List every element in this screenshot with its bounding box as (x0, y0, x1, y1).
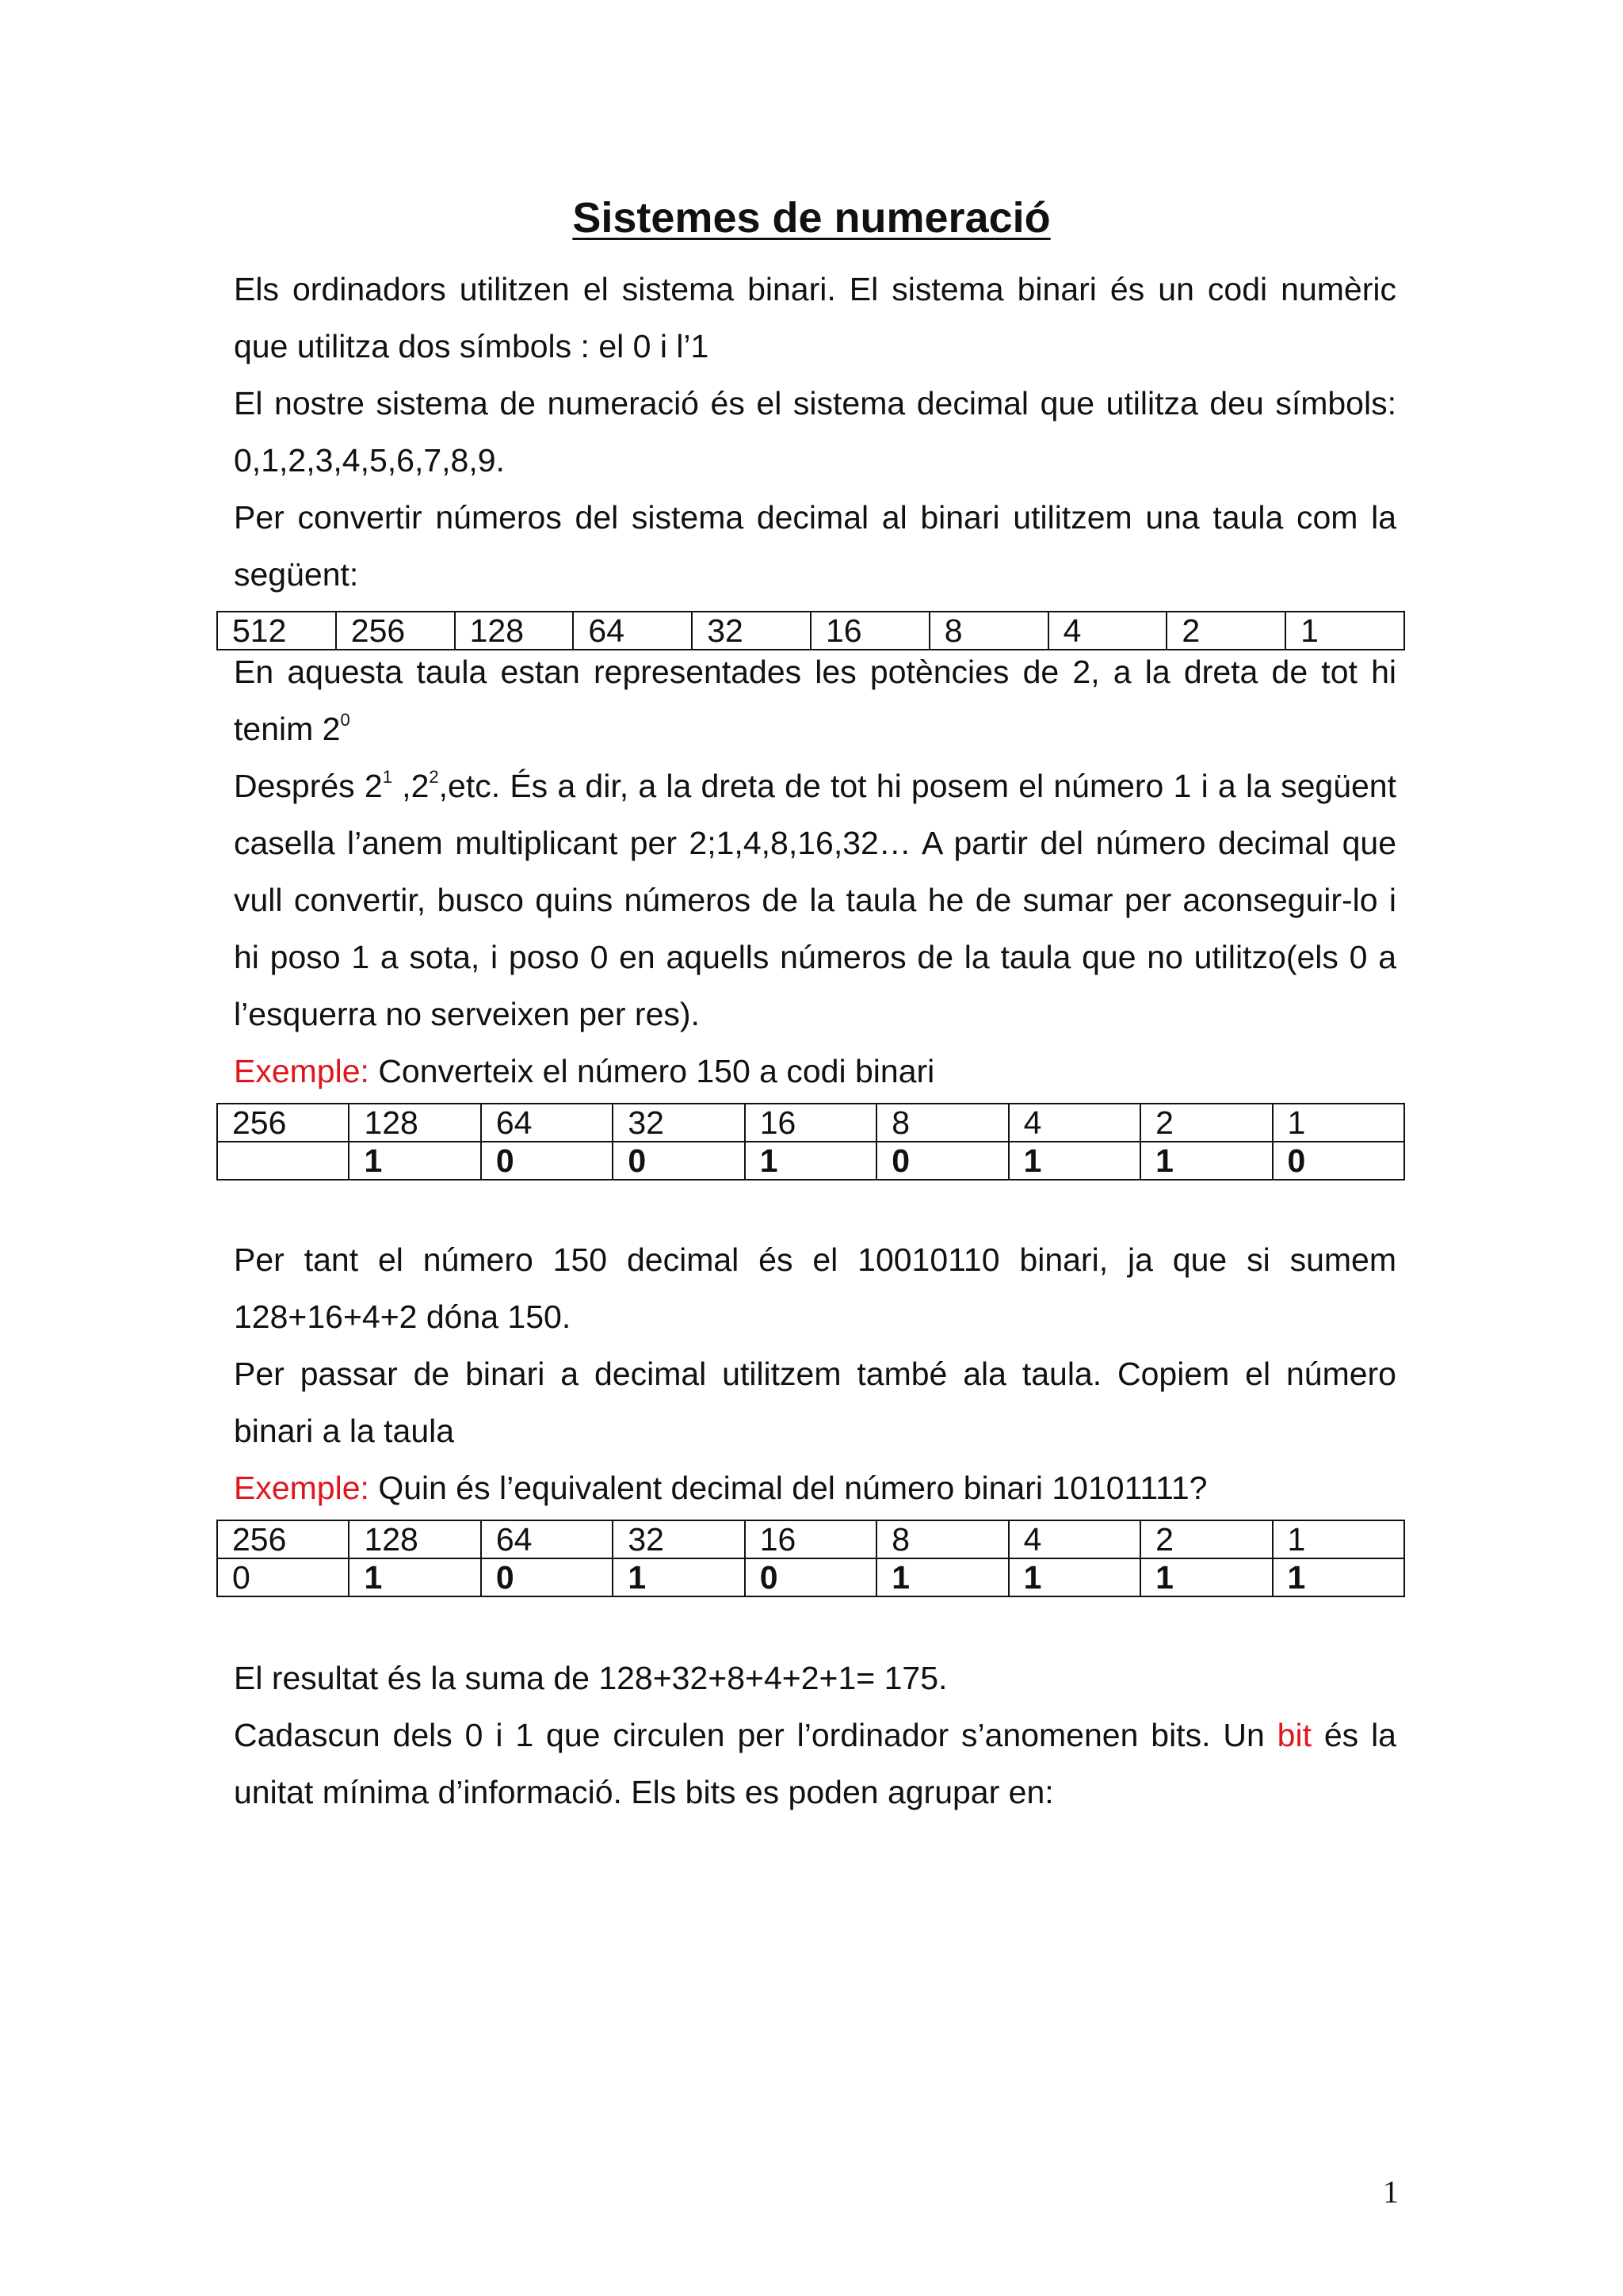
bit-cell: 1 (1140, 1558, 1272, 1596)
bit-cell: 1 (349, 1142, 480, 1180)
bits-text: Cadascun dels 0 i 1 que circulen per l’ordinador s’anomenen bits. Un (234, 1717, 1277, 1753)
power-cell: 64 (573, 612, 692, 650)
header-cell: 16 (745, 1520, 876, 1558)
intro-paragraph-convert: Per convertir números del sistema decimal al binari utilitzem una taula com la següent: (234, 499, 1396, 593)
header-cell: 128 (349, 1104, 480, 1142)
power-cell: 8 (930, 612, 1048, 650)
exponent: 0 (340, 710, 350, 730)
header-cell: 8 (876, 1520, 1008, 1558)
example2-header-row (217, 1520, 1404, 1558)
example2-table (216, 1520, 1405, 1597)
intro-paragraph-binary: Els ordinadors utilitzen el sistema binari. El sistema binari és un codi numèric que utilitza dos símbols : el 0 i l’1 (234, 271, 1396, 364)
binary-to-decimal-paragraph: Per passar de binari a decimal utilitzem també ala taula. Copiem el número binari a la taula (234, 1356, 1396, 1449)
example2-bits-row (217, 1558, 1404, 1596)
example1-heading (234, 1043, 1396, 1100)
header-cell: 2 (1140, 1104, 1272, 1142)
power-cell: 1 (1285, 612, 1404, 650)
header-cell: 32 (613, 1520, 744, 1558)
header-cell: 128 (349, 1520, 480, 1558)
header-cell: 2 (1140, 1520, 1272, 1558)
page-title: Sistemes de numeració (572, 194, 1051, 242)
power-cell: 256 (336, 612, 455, 650)
bit-cell (217, 1142, 349, 1180)
example-text: Converteix el número 150 a codi binari (369, 1053, 935, 1089)
power-cell: 2 (1167, 612, 1285, 650)
header-cell: 16 (745, 1104, 876, 1142)
intro-paragraph-decimal: El nostre sistema de numeració és el sistema decimal que utilitza deu símbols: 0,1,2,3,4,5,6,7,8,9. (234, 385, 1396, 479)
bit-cell: 1 (349, 1558, 480, 1596)
bits-paragraph (234, 1707, 1396, 1821)
result-paragraph-175: El resultat és la suma de 128+32+8+4+2+1= 175. (234, 1660, 948, 1696)
header-cell: 8 (876, 1104, 1008, 1142)
bit-cell: 0 (1273, 1142, 1405, 1180)
closing-section (234, 1650, 1396, 1821)
power-cell: 16 (811, 612, 930, 650)
explanation-paragraph-method (234, 757, 1396, 1043)
header-cell: 4 (1009, 1104, 1140, 1142)
explanation-text: ,etc. És a dir, a la dreta de tot hi posem el número 1 i a la següent casella l’anem multiplicant per 2;1,4,8,16,32… A partir del número decimal que vull convertir, busco quins números de la taula he de sumar per aconseguir-lo i hi poso 1 a sota, i poso 0 en aquells números de la taula que no utilitzo(els 0 a l’esquerra no serveixen per res). (234, 768, 1396, 1032)
header-cell: 256 (217, 1520, 349, 1558)
header-cell: 4 (1009, 1520, 1140, 1558)
page-number: 1 (1383, 2174, 1399, 2210)
header-cell: 64 (481, 1104, 613, 1142)
middle-section (234, 1231, 1396, 1516)
example1-table (216, 1103, 1405, 1180)
power-cell: 512 (217, 612, 336, 650)
example1-header-row (217, 1104, 1404, 1142)
explanation-section (234, 643, 1396, 1100)
power-cell: 4 (1048, 612, 1167, 650)
example2-heading (234, 1459, 1396, 1516)
example-label: Exemple: (234, 1053, 369, 1089)
bit-cell: 1 (613, 1558, 744, 1596)
bit-cell: 0 (876, 1142, 1008, 1180)
explanation-paragraph-powers (234, 643, 1396, 757)
bit-cell: 1 (1009, 1558, 1140, 1596)
bit-cell: 0 (745, 1558, 876, 1596)
header-cell: 32 (613, 1104, 744, 1142)
bits-text: és la unitat mínima d’informació. Els bits es poden agrupar en: (234, 1717, 1396, 1810)
bit-cell: 1 (1009, 1142, 1140, 1180)
bit-highlight: bit (1277, 1717, 1312, 1753)
header-cell: 1 (1273, 1520, 1405, 1558)
example-text: Quin és l’equivalent decimal del número binari 10101111? (369, 1470, 1208, 1506)
explanation-text: En aquesta taula estan representades les potències de 2, a la dreta de tot hi tenim 2 (234, 654, 1396, 747)
explanation-text: Després 2 (234, 768, 383, 804)
example1-bits-row (217, 1142, 1404, 1180)
bit-cell: 1 (1140, 1142, 1272, 1180)
power-cell: 128 (455, 612, 574, 650)
intro-section (234, 261, 1396, 603)
header-cell: 256 (217, 1104, 349, 1142)
exponent: 2 (429, 767, 439, 787)
example-label: Exemple: (234, 1470, 369, 1506)
bit-cell: 0 (481, 1558, 613, 1596)
bit-cell: 0 (613, 1142, 744, 1180)
power-cell: 32 (692, 612, 811, 650)
explanation-text: ,2 (391, 768, 430, 804)
bit-cell: 0 (217, 1558, 349, 1596)
result-paragraph-150: Per tant el número 150 decimal és el 10010110 binari, ja que si sumem 128+16+4+2 dóna 150. (234, 1241, 1396, 1335)
bit-cell: 1 (745, 1142, 876, 1180)
header-cell: 64 (481, 1520, 613, 1558)
exponent: 1 (382, 767, 392, 787)
bit-cell: 0 (481, 1142, 613, 1180)
header-cell: 1 (1273, 1104, 1405, 1142)
bit-cell: 1 (876, 1558, 1008, 1596)
bit-cell: 1 (1273, 1558, 1405, 1596)
